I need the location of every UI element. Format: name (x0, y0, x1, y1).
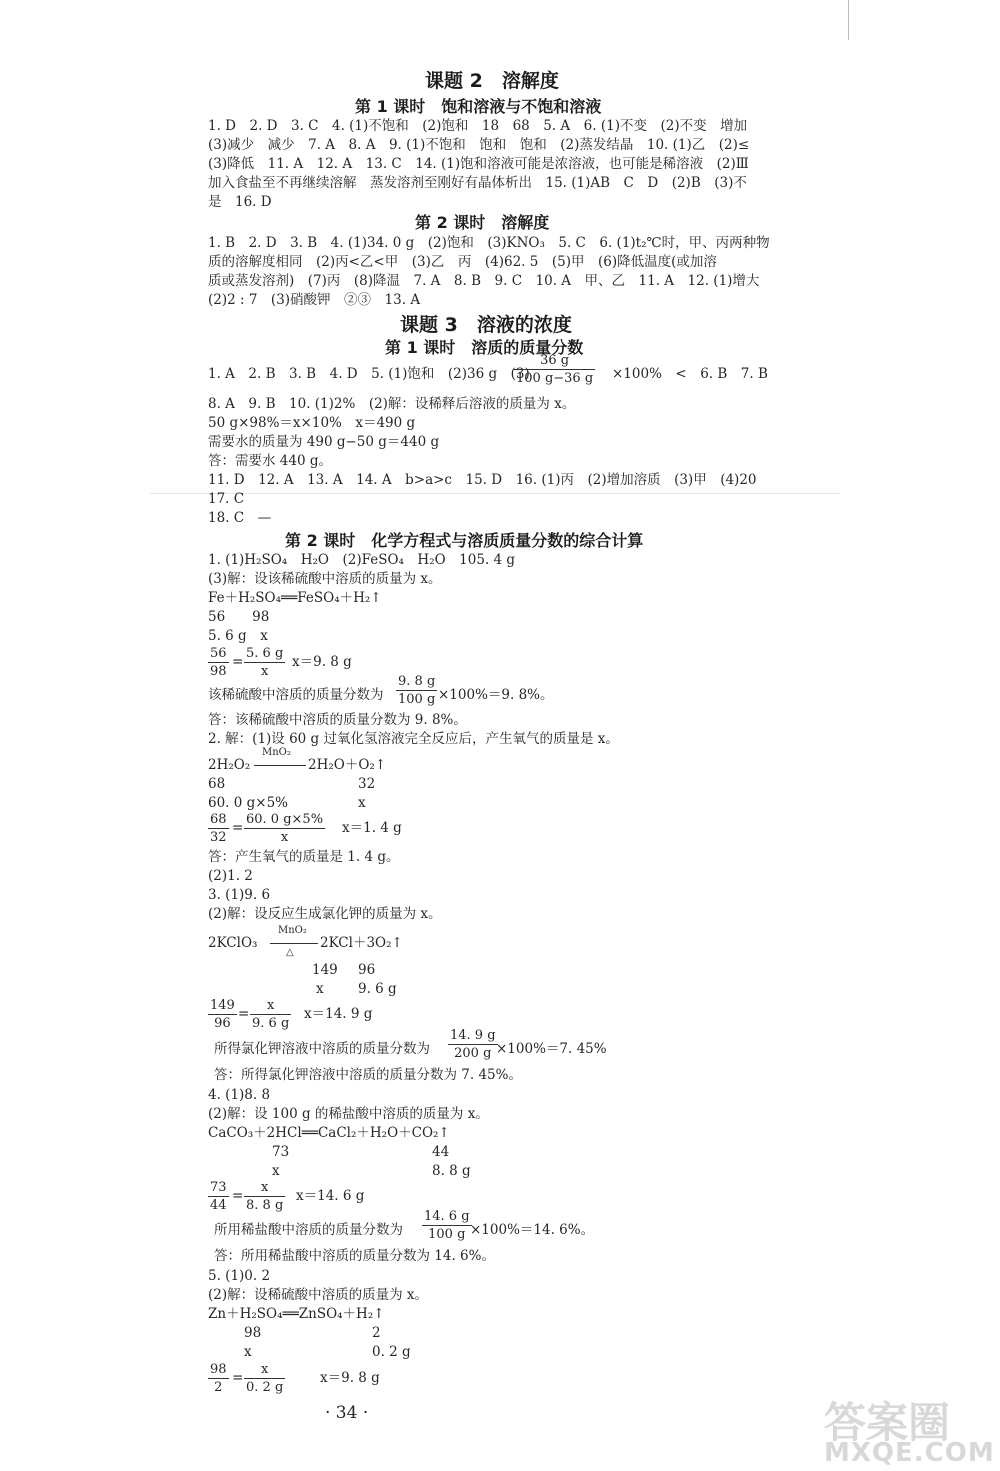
ratio-fraction-right (244, 812, 325, 845)
fraction-numerator: 73 (210, 1180, 227, 1195)
answer-line: 答：产生氧气的质量是 1. 4 g。 (208, 849, 400, 865)
answer-line: (3)解：设该稀硫酸中溶质的质量为 x。 (208, 571, 442, 587)
answer-line: (3)降低 11. A 12. A 13. C 14. (1)饱和溶液可能是浓溶液，也可能是稀溶液 (2)Ⅲ (208, 156, 749, 172)
answer-line: (2)解：设反应生成氯化钾的质量为 x。 (208, 906, 442, 922)
equals-sign: = (232, 820, 244, 836)
answer-line: 2. 解：(1)设 60 g 过氧化氢溶液完全反应后，产生氧气的质量是 x。 (208, 731, 619, 747)
percentage-fraction (396, 674, 437, 707)
fraction-denominator: 100 g (428, 1227, 466, 1242)
answer-line: 18. C — (208, 510, 272, 526)
result: x＝14. 9 g (304, 1006, 373, 1022)
ratio-fraction-right (244, 646, 285, 679)
ratio-fraction-left (208, 646, 229, 679)
quantity: 8. 8 g (432, 1163, 471, 1179)
answer-line: (3)减少 减少 7. A 8. A 9. (1)不饱和 饱和 饱和 (2)蒸发结晶 10. (1)乙 (2)≤ (208, 137, 750, 153)
scan-divider (150, 493, 840, 494)
quantity: 0. 2 g (372, 1344, 411, 1360)
molar-mass: 32 (358, 776, 376, 792)
fraction-denominator: 200 g (454, 1046, 492, 1061)
answer-line: ×100%＝9. 8%。 (438, 687, 554, 703)
answer-line: ×100%＝14. 6%。 (470, 1222, 595, 1238)
quantity: 60. 0 g×5% (208, 795, 289, 811)
fraction-denominator: 100 g−36 g (516, 371, 594, 386)
fraction-numerator: 14. 9 g (450, 1028, 496, 1043)
fraction-denominator: 8. 8 g (246, 1198, 284, 1213)
fraction-denominator: 0. 2 g (246, 1380, 284, 1395)
section-title-2: 课题 2 溶解度 (425, 70, 559, 92)
ratio-fraction-right (244, 1362, 285, 1395)
fraction-denominator: 96 (214, 1016, 231, 1031)
answer-line: 1. B 2. D 3. B 4. (1)34. 0 g (2)饱和 (3)KNO₃ 5. C 6. (1)t₂℃时，甲、丙两种物 (208, 235, 770, 251)
answer-line: (2)1. 2 (208, 868, 253, 884)
equals-sign: = (232, 1188, 244, 1204)
answer-line: ×100% < 6. B 7. B (612, 366, 768, 382)
molar-mass: 2 (372, 1325, 381, 1341)
fraction-denominator: x (260, 664, 269, 679)
chemical-equation: Zn＋H₂SO₄══ZnSO₄＋H₂↑ (208, 1306, 385, 1322)
watermark-url: MXQE.COM (824, 1438, 995, 1468)
answer-line: 加入食盐至不再继续溶解 蒸发溶剂至刚好有晶体析出 15. (1)AB C D (2)B (3)不 (208, 175, 747, 191)
catalyst-label: MnO₂ (278, 925, 307, 936)
fraction-denominator: 98 (210, 664, 227, 679)
answer-line: 3. (1)9. 6 (208, 887, 271, 903)
ratio-fraction-left (208, 1180, 229, 1213)
fraction-numerator: 5. 6 g (246, 646, 284, 661)
answer-line: 50 g×98%＝x×10% x＝490 g (208, 415, 416, 431)
percentage-fraction (422, 1209, 472, 1242)
equals-sign: = (232, 654, 244, 670)
result: x＝9. 8 g (320, 1370, 380, 1386)
reaction-arrow (270, 943, 318, 944)
quantity: x (244, 1344, 252, 1360)
equals-sign: = (238, 1006, 250, 1022)
chemical-equation: CaCO₃＋2HCl══CaCl₂＋H₂O＋CO₂↑ (208, 1125, 450, 1141)
answer-line: 答：需要水 440 g。 (208, 453, 332, 469)
molar-mass: 96 (358, 962, 376, 978)
answer-line: 8. A 9. B 10. (1)2% (2)解：设稀释后溶液的质量为 x。 (208, 396, 576, 412)
fraction-numerator: 60. 0 g×5% (246, 812, 324, 827)
lesson-title-3-1: 第 1 课时 溶质的质量分数 (385, 338, 584, 357)
reaction-arrow (254, 765, 306, 766)
ratio-fraction-right (250, 998, 291, 1031)
result: x＝1. 4 g (342, 820, 402, 836)
fraction-denominator: 9. 6 g (252, 1016, 290, 1031)
answer-line: 所用稀盐酸中溶质的质量分数为 (214, 1222, 403, 1238)
answer-line: 11. D 12. A 13. A 14. A b>a>c 15. D 16. (1)丙 (2)增加溶质 (3)甲 (4)20 (208, 472, 757, 488)
fraction-denominator: 2 (214, 1380, 223, 1395)
heat-symbol: △ (286, 947, 294, 958)
percentage-fraction (448, 1028, 498, 1061)
fraction-numerator: 149 (210, 998, 235, 1013)
equation-right: 2H₂O＋O₂↑ (308, 757, 387, 773)
equation-right: 2KCl＋3O₂↑ (320, 935, 403, 951)
lesson-title-2-1: 第 1 课时 饱和溶液与不饱和溶液 (355, 97, 602, 116)
equals-sign: = (232, 1370, 244, 1386)
answer-line: 17. C (208, 491, 245, 507)
answer-line: ×100%＝7. 45% (496, 1041, 607, 1057)
equation-left: 2KClO₃ (208, 935, 258, 951)
quantity-line: 5. 6 g x (208, 628, 268, 644)
answer-line: 质或蒸发溶剂) (7)丙 (8)降温 7. A 8. B 9. C 10. A 甲、乙 11. A 12. (1)增大 (208, 273, 760, 289)
molar-mass: 73 (272, 1144, 290, 1160)
result: x＝9. 8 g (292, 654, 352, 670)
lesson-title-2-2: 第 2 课时 溶解度 (415, 213, 550, 232)
answer-line: (2)解：设稀硫酸中溶质的质量为 x。 (208, 1287, 429, 1303)
ratio-fraction-left (208, 998, 237, 1031)
quantity: x (316, 981, 324, 997)
watermark-logo (810, 1390, 1000, 1471)
fraction-numerator: x (244, 1362, 285, 1379)
molar-mass: 44 (432, 1144, 450, 1160)
equation-left: 2H₂O₂ (208, 757, 251, 773)
fraction (514, 353, 595, 386)
ratio-fraction-left (208, 1362, 229, 1395)
answer-line: 4. (1)8. 8 (208, 1087, 271, 1103)
answer-line: 答：所得氯化钾溶液中溶质的质量分数为 7. 45%。 (214, 1067, 522, 1083)
answer-line: (2)2 : 7 (3)硝酸钾 ②③ 13. A (208, 292, 421, 308)
quantity: x (358, 795, 366, 811)
catalyst-label: MnO₂ (262, 747, 291, 758)
answer-line: 答：所用稀盐酸中溶质的质量分数为 14. 6%。 (214, 1248, 495, 1264)
molar-mass: 98 (244, 1325, 262, 1341)
answer-line: 该稀硫酸中溶质的质量分数为 (208, 687, 384, 703)
fraction-numerator: x (250, 998, 291, 1015)
answer-line: 答：该稀硫酸中溶质的质量分数为 9. 8%。 (208, 712, 467, 728)
molar-mass: 68 (208, 776, 226, 792)
fraction-numerator: 36 g (514, 353, 595, 370)
ratio-fraction-right (244, 1180, 285, 1213)
chemical-equation: Fe＋H₂SO₄══FeSO₄＋H₂↑ (208, 590, 382, 606)
fraction-denominator: 44 (210, 1198, 227, 1213)
answer-line: 1. A 2. B 3. B 4. D 5. (1)饱和 (2)36 g (3) (208, 366, 530, 382)
answer-line: (2)解：设 100 g 的稀盐酸中溶质的质量为 x。 (208, 1106, 489, 1122)
answer-line: 所得氯化钾溶液中溶质的质量分数为 (214, 1041, 430, 1057)
quantity: 9. 6 g (358, 981, 397, 997)
ratio-fraction-left (208, 812, 229, 845)
answer-line: 5. (1)0. 2 (208, 1268, 271, 1284)
answer-line: 需要水的质量为 490 g−50 g＝440 g (208, 434, 440, 450)
answer-line: 是 16. D (208, 194, 272, 210)
fraction-denominator: 32 (210, 830, 227, 845)
fraction-numerator: 9. 8 g (396, 674, 437, 691)
page-edge-line (848, 0, 849, 40)
fraction-numerator: 14. 6 g (424, 1209, 470, 1224)
watermark-text: 答案圈 (824, 1398, 951, 1447)
fraction-numerator: 98 (210, 1362, 227, 1377)
fraction-denominator: 100 g (398, 692, 436, 707)
fraction-numerator: x (244, 1180, 285, 1197)
molar-mass: 149 (312, 962, 338, 978)
section-title-3: 课题 3 溶液的浓度 (400, 314, 572, 336)
lesson-title-3-2: 第 2 课时 化学方程式与溶质质量分数的综合计算 (285, 531, 644, 550)
page-number: · 34 · (325, 1403, 369, 1423)
answer-line: 1. D 2. D 3. C 4. (1)不饱和 (2)饱和 18 68 5. A 6. (1)不变 (2)不变 增加 (208, 118, 748, 134)
quantity: x (272, 1163, 280, 1179)
result: x＝14. 6 g (296, 1188, 365, 1204)
fraction-denominator: x (280, 830, 289, 845)
answer-line: 1. (1)H₂SO₄ H₂O (2)FeSO₄ H₂O 105. 4 g (208, 552, 516, 568)
fraction-numerator: 56 (210, 646, 227, 661)
fraction-numerator: 68 (210, 812, 227, 827)
answer-line: 质的溶解度相同 (2)丙<乙<甲 (3)乙 丙 (4)62. 5 (5)甲 (6)降低温度(或加溶 (208, 254, 717, 270)
molar-mass-line: 56 98 (208, 609, 270, 625)
